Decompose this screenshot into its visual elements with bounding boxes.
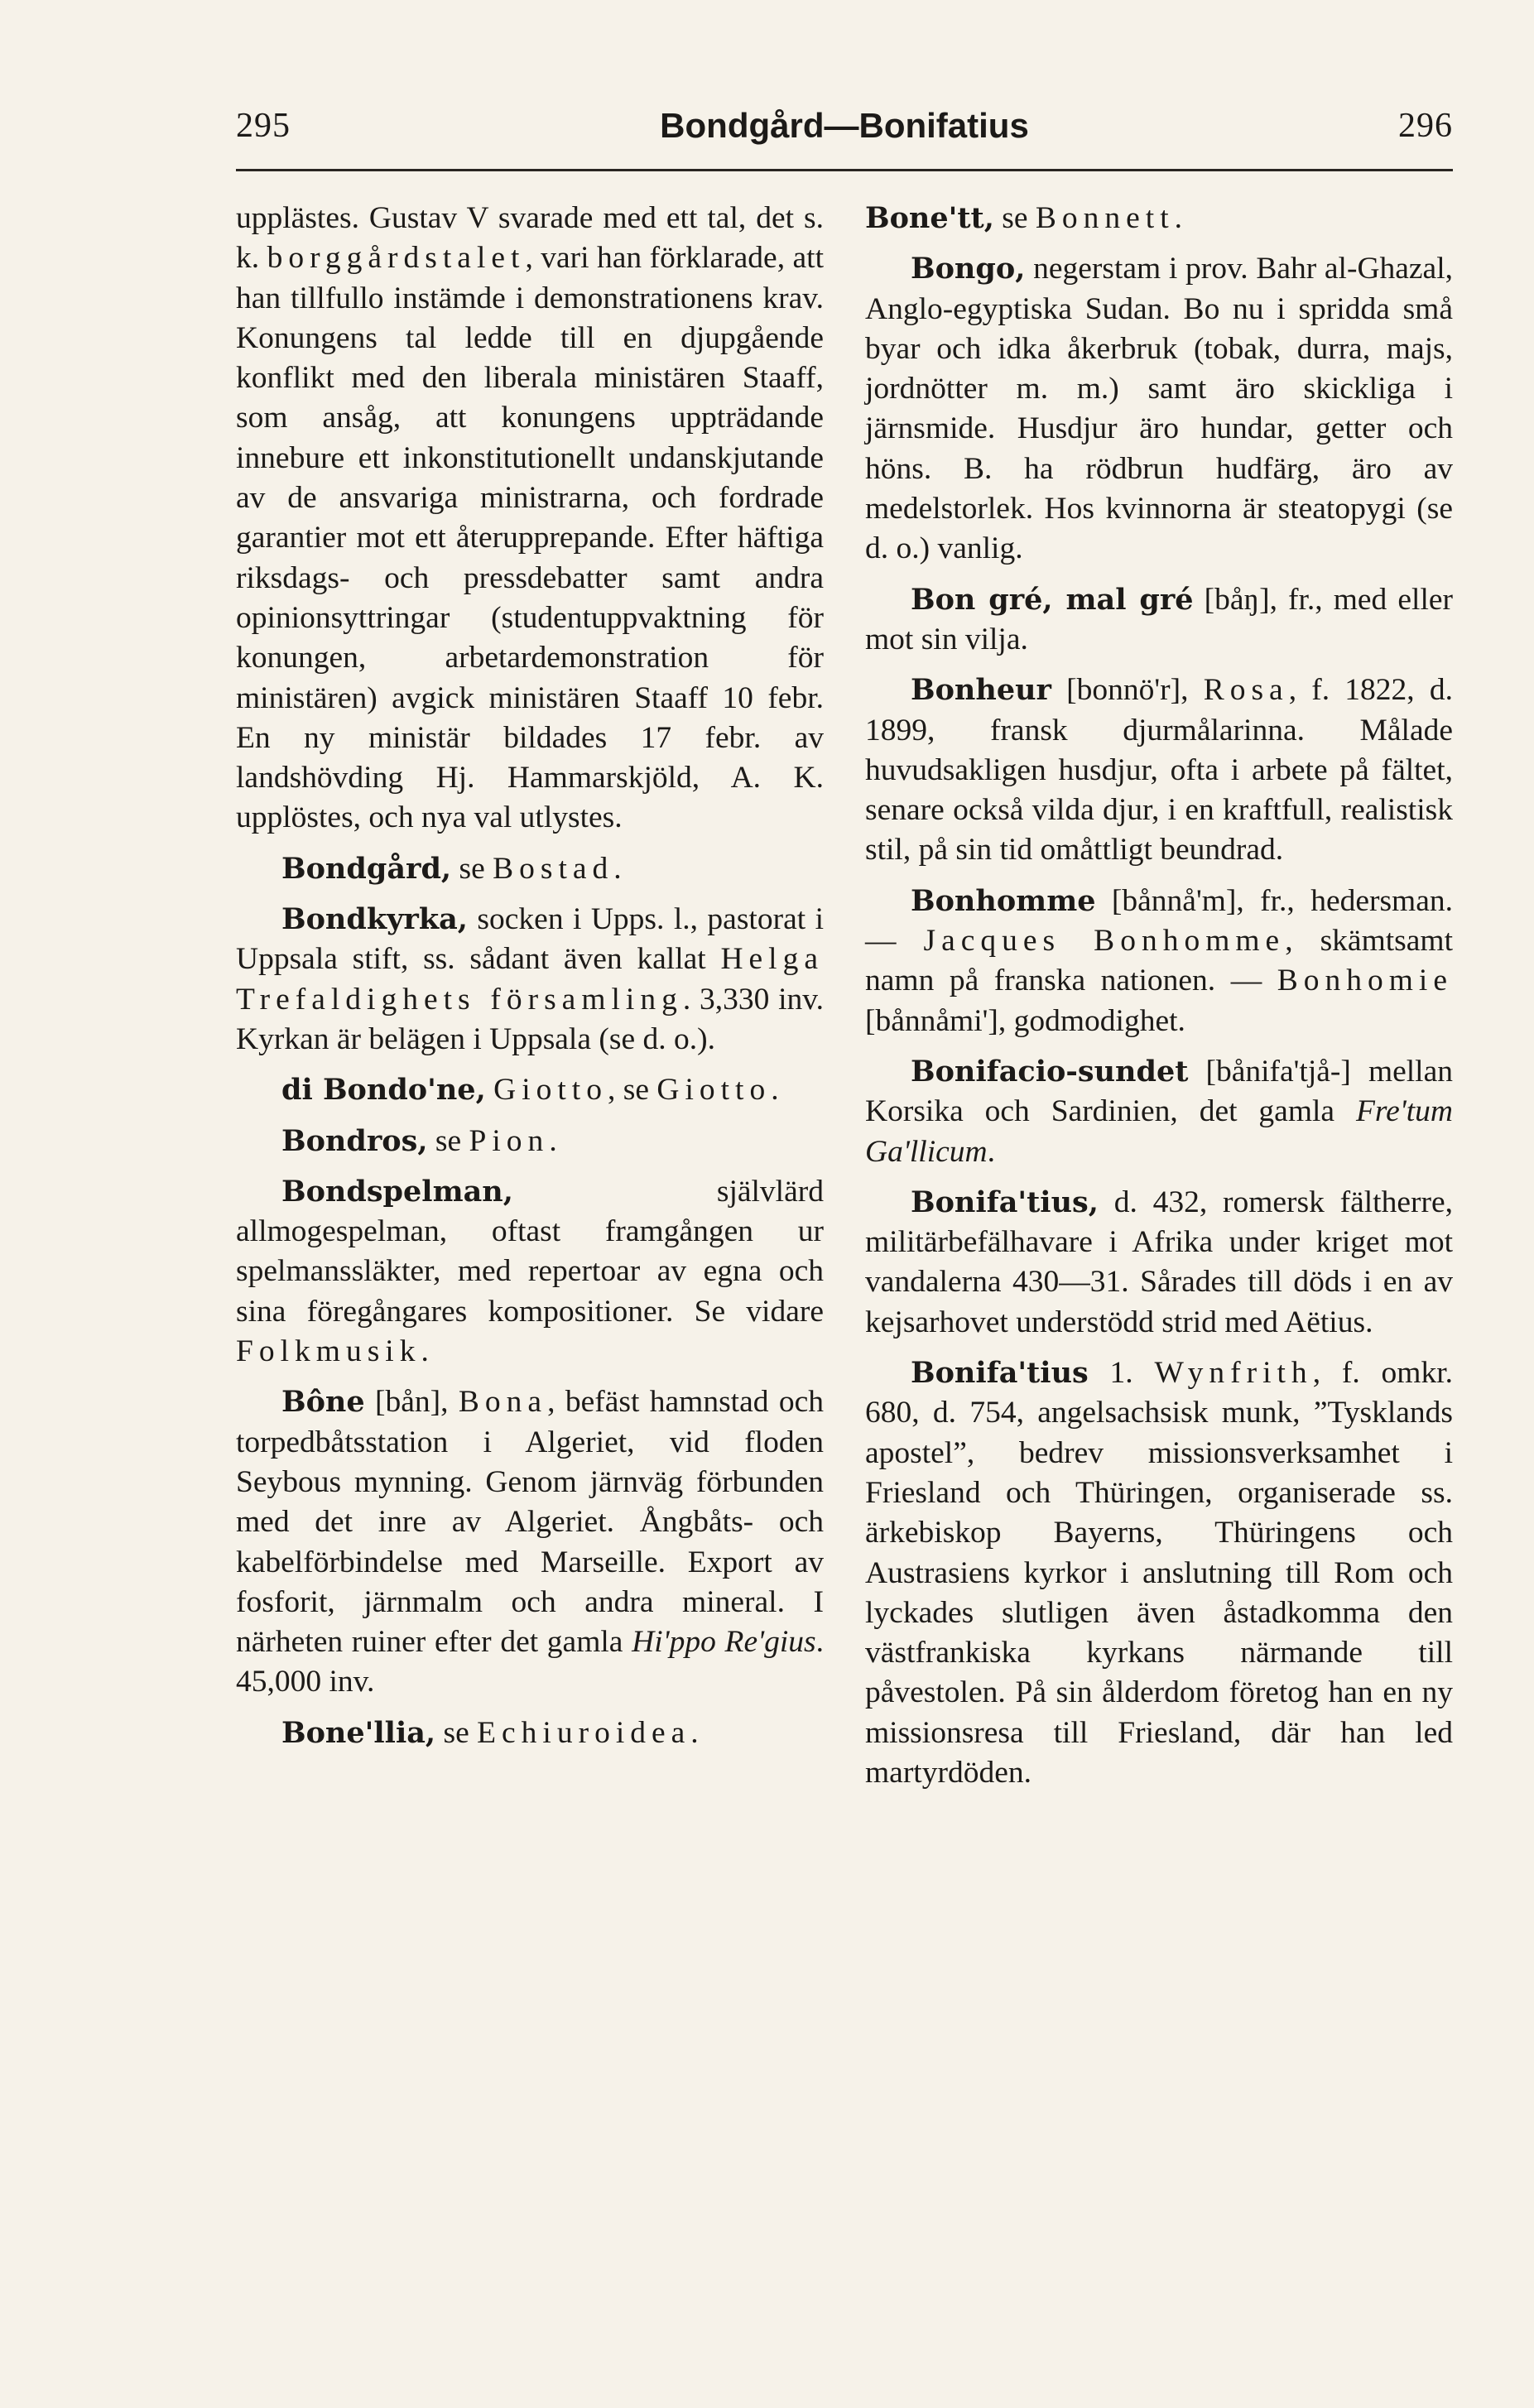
dictionary-entry [865, 199, 1453, 238]
entry-headword: Bondros, [281, 1123, 428, 1158]
entry-headword: Bongo, [911, 252, 1026, 286]
dictionary-entry [236, 1713, 824, 1753]
spaced-name: Helga Trefaldighets församling [236, 942, 824, 1017]
entry-text: , skämtsamt namn på franska nationen. — [865, 924, 1453, 998]
entry-text: [bonnö'r], [1051, 673, 1204, 708]
entry-text: självlärd allmogespelman, oftast framgången ur spelmanssläkter, med repertoar av egna och sina föregångares kompositioner. Se vidare [236, 1174, 824, 1329]
entry-text: . [1174, 201, 1183, 235]
entry-text: se [993, 201, 1036, 235]
entry-text: [bånifa'tjå-] mellan Korsika och Sardinien, det gamla [865, 1054, 1453, 1129]
spaced-name: Bona [458, 1385, 548, 1420]
page-header [236, 106, 1453, 156]
entry-text: [bånnå'm], fr., hedersman. — [865, 883, 1453, 959]
dictionary-entry [865, 249, 1453, 569]
entry-text: . [421, 1334, 429, 1369]
dictionary-entry [236, 199, 824, 839]
entry-text: [bånnåmi'], godmodighet. [865, 1003, 1185, 1038]
entry-text: . [987, 1134, 995, 1169]
page-number-left: 295 [236, 107, 291, 145]
entry-headword: Bonheur [911, 673, 1051, 708]
entry-text: d. 432, romersk fältherre, militärbefälhavare i Afrika under kriget mot vandalerna 430—31. Sårades till döds i en av kejsarhovet understödd strid med Aëtius. [865, 1185, 1453, 1339]
entry-headword: Bone'tt, [865, 201, 994, 235]
header-rule [236, 169, 1453, 171]
right-column [865, 199, 1453, 1804]
entry-text: , f. omkr. 680, d. 754, angelsachsisk munk, ”Tysklands apostel”, bedrev missionsverksamhet i Friesland och Thüringen, organiserade ss. ärkebiskop Bayerns, Thüringens och Austrasiens kyrkor i anslutning till Rom och lyckades slutligen även åstadkomma den västfrankiska kyrkans närmande till påvestolen. På sin ålderdom företog han en ny missionsresa till Friesland, där han led martyrdöden. [865, 1356, 1453, 1790]
entry-headword: Bonifa'tius, [911, 1185, 1099, 1219]
entry-text: se [435, 1715, 478, 1750]
spaced-name: Giotto [493, 1073, 608, 1108]
dictionary-entry [236, 1382, 824, 1702]
page-number-right: 296 [1398, 107, 1453, 145]
entry-text: . 3,330 inv. Kyrkan är belägen i Uppsala (se d. o.). [236, 982, 824, 1056]
spaced-name: Jacques Bonhomme [923, 924, 1286, 959]
entry-headword: Bône [281, 1385, 365, 1420]
entry-headword: Bonhomme [911, 883, 1096, 918]
spaced-name: Bonhomie [1277, 964, 1453, 998]
entry-text: [bån], [364, 1385, 459, 1420]
spaced-name: Bostad [493, 851, 614, 886]
entry-headword: Bone'llia, [281, 1715, 436, 1750]
entry-text: , se [607, 1073, 657, 1108]
entry-text: 1. [1088, 1356, 1155, 1391]
dictionary-entry [865, 580, 1453, 661]
entry-headword: Bonifacio-sundet [911, 1054, 1189, 1089]
spaced-name: Rosa [1203, 673, 1289, 708]
running-title: Bondgård—Bonifatius [660, 106, 1029, 145]
dictionary-entry [865, 1353, 1453, 1793]
entry-text: se [451, 851, 493, 886]
entry-headword: Bondkyrka, [281, 902, 468, 937]
entry-headword: Bon gré, mal gré [911, 582, 1194, 617]
spaced-name: Bonnett [1035, 201, 1175, 235]
spaced-name: borggårdstalet [267, 241, 526, 276]
entry-text: . [690, 1715, 699, 1750]
italic-term: Fre'tum Ga'llicum [865, 1094, 1453, 1169]
spaced-name: Folkmusik [236, 1334, 421, 1369]
dictionary-entry [236, 1122, 824, 1161]
entry-text: . [549, 1123, 557, 1158]
entry-headword: Bondgård, [281, 851, 452, 886]
dictionary-entry [236, 1070, 824, 1110]
left-column [236, 199, 824, 1764]
entry-text: negerstam i prov. Bahr al-Ghazal, Anglo-egyptiska Sudan. Bo nu i spridda små byar och idka åkerbruk (tobak, durra, majs, jordnötter m. m.) samt äro skickliga i järnsmide. Husdjur äro hundar, getter och höns. B. ha rödbrun hudfärg, äro av medelstorlek. Hos kvinnorna är steatopygi (se d. o.) vanlig. [865, 252, 1453, 566]
entry-headword: Bondspelman, [281, 1174, 513, 1209]
entry-text: socken i Upps. l., pastorat i Uppsala stift, ss. sådant även kallat [236, 902, 824, 977]
entry-text: . 45,000 inv. [236, 1625, 825, 1699]
entry-text: [båŋ], fr., med eller mot sin vilja. [865, 582, 1453, 656]
dictionary-entry [865, 882, 1453, 1041]
spaced-name: Echiuroidea [477, 1715, 691, 1750]
dictionary-entry [236, 849, 824, 889]
spaced-name: Giotto [656, 1073, 772, 1108]
spaced-name: Pion [469, 1123, 550, 1158]
entry-text [486, 1073, 493, 1107]
entry-text: , f. 1822, d. 1899, fransk djurmålarinna. Målade huvudsakligen husdjur, ofta i arbete på fältet, senare också vilda djur, i en kraftfull, realistisk stil, på sin tid omåttligt beundrad. [865, 673, 1453, 868]
entry-text: se [427, 1123, 469, 1158]
spaced-name: Wynfrith [1154, 1356, 1313, 1391]
entry-headword: Bonifa'tius [911, 1356, 1089, 1391]
entry-headword: di Bondo'ne, [281, 1073, 486, 1108]
dictionary-entry [236, 1172, 824, 1372]
dictionary-entry [865, 1183, 1453, 1343]
entry-text: , befäst hamnstad och torpedbåtsstation i Algeriet, vid floden Seybous mynning. Genom järnväg förbunden med det inre av Algeriet. Ångbåts- och kabelförbindelse med Marseille. Export av fosforit, järnmalm och andra mineral. I närheten ruiner efter det gamla [236, 1385, 825, 1660]
dictionary-entry [236, 900, 824, 1060]
dictionary-entry [865, 670, 1453, 870]
entry-text: . [771, 1073, 779, 1108]
entry-text: , vari han förklarade, att han tillfullo instämde i demonstrationens krav. Konungens tal ledde till en djupgående konflikt med den liberala ministären Staaff, som ansåg, att konungens uppträdande innebure ett inkonstitutionellt undanskjutande av de ansvariga ministrarna, och fordrade garantier mot ett återupprepande. Efter häftiga riksdags- och pressdebatter samt andra opinionsyttringar (studentuppvaktning för konungen, arbetardemonstration för ministären) avgick ministären Staaff 10 febr. En ny ministär bildades 17 febr. av landshövding Hj. Hammarskjöld, A. K. upplöstes, och nya val utlystes. [236, 241, 825, 835]
entry-text: . [613, 851, 622, 886]
dictionary-entry [865, 1052, 1453, 1172]
italic-term: Hi'ppo Re'gius [632, 1625, 816, 1660]
entry-text: upplästes. Gustav V svarade med ett tal, det s. k. [236, 201, 824, 276]
